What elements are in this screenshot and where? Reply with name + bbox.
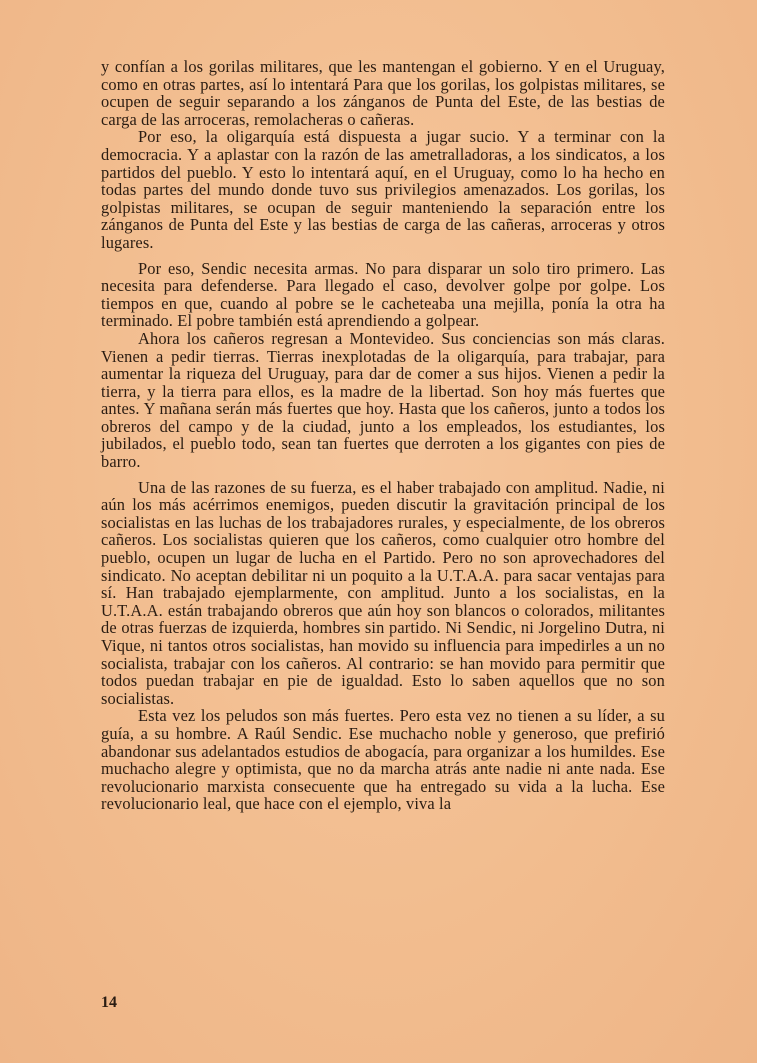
paragraph-5: Una de las razones de su fuerza, es el haber trabajado con amplitud. Nadie, ni aún los más acérrimos enemigos, pueden discutir la gravitación principal de los socialistas en las luchas de los trabajadores rurales, y especialmente, de los obreros cañeros. Los socialistas quieren que los cañeros, como cualquier otro hombre del pueblo, ocupen un lugar de lucha en el Partido. Pero no son aprovechadores del sindicato. No aceptan debilitar ni un poquito a la U.T.A.A. para sacar ventajas para sí. Han trabajado ejemplarmente, con amplitud. Junto a los socialistas, en la U.T.A.A. están trabajando obreros que aún hoy son blancos o colorados, militantes de otras fuerzas de izquierda, hombres sin partido. Ni Sendic, ni Jorgelino Dutra, ni Vique, ni tantos otros socialistas, han movido su influencia para impedirles a un no socialista, trabajar con los cañeros. Al contrario: se han movido para permitir que todos puedan trabajar en pie de igualdad. Esto lo saben aquellos que no son socialistas. [101,477,665,708]
paragraph-4: Ahora los cañeros regresan a Montevideo. Sus conciencias son más claras. Vienen a pedir tierras. Tierras inexplotadas de la oligarquía, para trabajar, para aumentar la riqueza del Uruguay, para dar de comer a sus hijos. Vienen a pedir la tierra, y la tierra para ellos, es la madre de la libertad. Son hoy más fuertes que antes. Y mañana serán más fuertes que hoy. Hasta que los cañeros, junto a todos los obreros del campo y de la ciudad, junto a los empleados, los estudiantes, los jubilados, el pueblo todo, sean tan fuertes que derroten a los gigantes con pies de barro. [101,328,665,472]
body-text [101,58,665,813]
paragraph-3: Por eso, Sendic necesita armas. No para disparar un solo tiro primero. Las necesita para defenderse. Para llegado el caso, devolver golpe por golpe. Los tiempos en que, cuando al pobre se le cacheteaba una mejilla, ponía la otra ha terminado. El pobre también está aprendiendo a golpear. [101,258,665,331]
page-number: 14 [101,994,117,1011]
paragraph-6: Esta vez los peludos son más fuertes. Pero esta vez no tienen a su líder, a su guía, a su hombre. A Raúl Sendic. Ese muchacho noble y generoso, que prefirió abandonar sus adelantados estudios de abogacía, para organizar a los humildes. Ese muchacho alegre y optimista, que no da marcha atrás ante nadie ni ante nada. Ese revolucionario marxista consecuente que ha entregado su vida a la lucha. Ese revolucionario leal, que hace con el ejemplo, viva la [101,706,665,814]
paragraph-1: y confían a los gorilas militares, que les mantengan el gobierno. Y en el Uruguay, como en otras partes, así lo intentará Para que los gorilas, los golpistas militares, se ocupen de seguir separando a los zánganos de Punta del Este, de las bestias de carga de las arroceras, remolacheras o cañeras. [101,57,665,129]
paragraph-2: Por eso, la oligarquía está dispuesta a jugar sucio. Y a terminar con la democracia. Y a aplastar con la razón de las ametralladoras, a los sindicatos, a los partidos del pueblo. Y esto lo intentará aquí, en el Uruguay, como lo ha hecho en todas partes del mundo donde tuvo sus privilegios amenazados. Los gorilas, los golpistas militares, se ocupan de seguir manteniendo la separación entre los zánganos de Punta del Este y las bestias de carga de las cañeras, arroceras y otros lugares. [101,127,665,252]
